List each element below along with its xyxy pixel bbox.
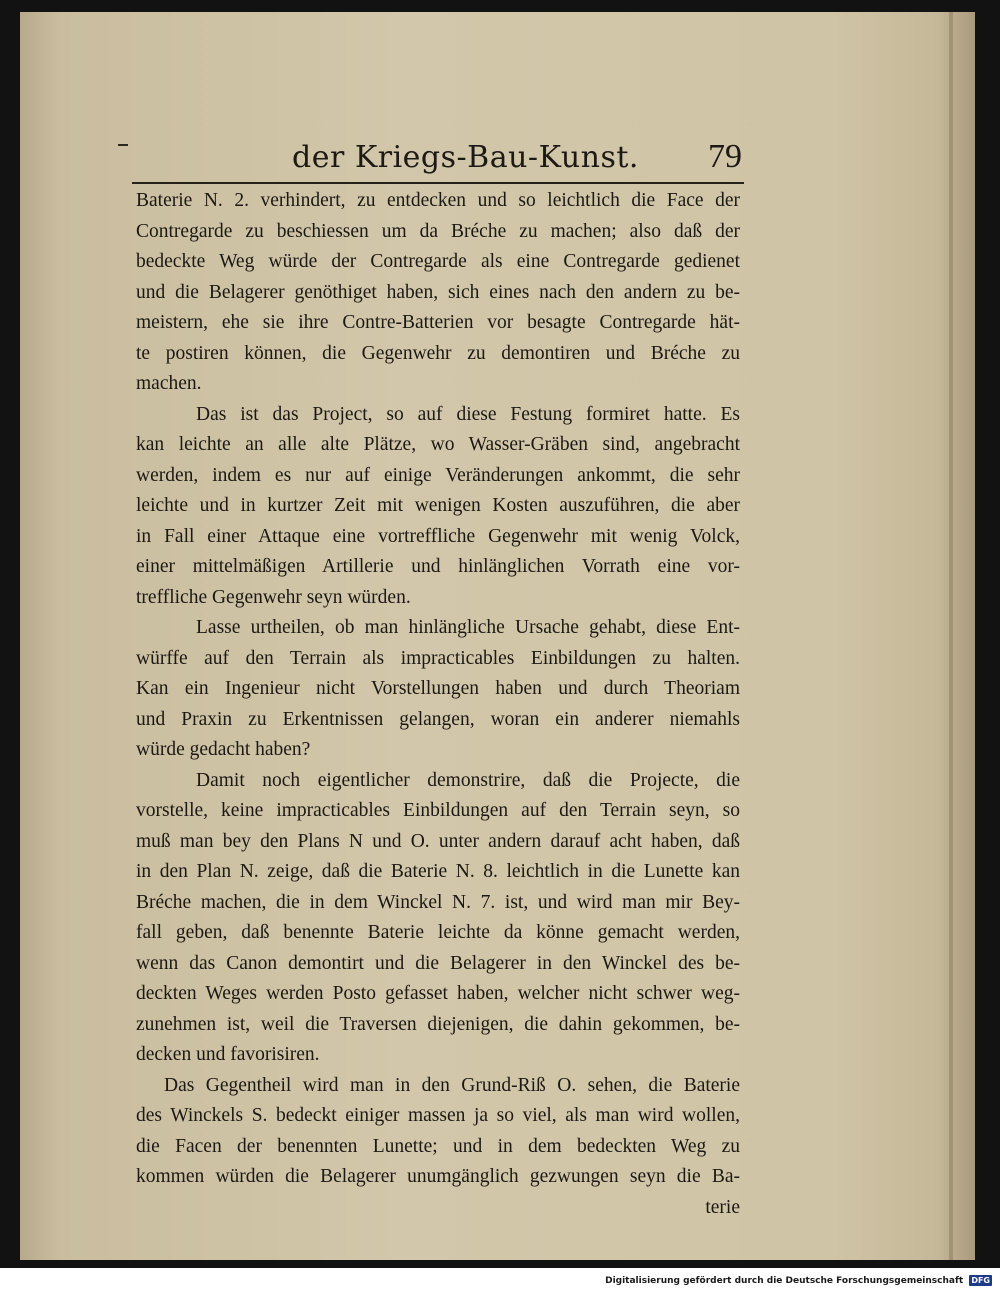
margin-mark: [118, 144, 128, 146]
text-line: treffliche Gegenwehr seyn würden.: [136, 586, 411, 608]
text-line: machen.: [136, 373, 202, 394]
page-number: 79: [708, 138, 742, 175]
paragraph: [136, 1071, 740, 1224]
text-line: vorstelle, keine impracticables Einbildungen auf den Terrain seyn, so: [136, 800, 740, 821]
text-line: wenn das Canon demontirt und die Belagerer in den Winckel des be-: [136, 952, 740, 974]
text-line: Contregarde zu beschiessen um da Bréche zu machen; also daß der: [136, 220, 740, 242]
text-line: würde gedacht haben?: [136, 739, 311, 760]
text-line: Lasse urtheilen, ob man hinlängliche Ursache gehabt, diese Ent-: [196, 617, 740, 638]
paragraph: [136, 400, 740, 614]
text-line: des Winckels S. bedeckt einiger massen ja so viel, als man wird wollen,: [136, 1105, 740, 1126]
text-line: te postiren können, die Gegenwehr zu demontiren und Bréche zu: [136, 342, 740, 364]
body-text: [136, 186, 740, 1223]
text-line: und Praxin zu Erkentnissen gelangen, woran ein anderer niemahls: [136, 708, 740, 730]
text-line: werden, indem es nur auf einige Veränderungen ankommt, die sehr: [136, 464, 740, 486]
text-line: kan leichte an alle alte Plätze, wo Wasser-Gräben sind, angebracht: [136, 434, 740, 455]
page-header: [132, 128, 744, 184]
header-rule: [132, 182, 744, 184]
text-line: muß man bey den Plans N und O. unter andern darauf acht haben, daß: [136, 830, 740, 852]
paragraph: [136, 186, 740, 400]
catchword: terie: [705, 1196, 740, 1218]
running-head: der Kriegs-Bau-Kunst.: [292, 140, 639, 175]
text-line: Das ist das Project, so auf diese Festung formiret hatte. Es: [196, 403, 740, 425]
text-line: Damit noch eigentlicher demonstrire, daß die Projecte, die: [196, 769, 740, 791]
text-line: einer mittelmäßigen Artillerie und hinlänglichen Vorrath eine vor-: [136, 556, 740, 577]
page-edge-shadow: [949, 12, 953, 1260]
digitization-credit: [605, 1275, 992, 1286]
text-line: meistern, ehe sie ihre Contre-Batterien vor besagte Contregarde hät-: [136, 312, 740, 333]
text-line: die Facen der benennten Lunette; und in dem bedeckten Weg zu: [136, 1135, 740, 1157]
paragraph: [136, 613, 740, 766]
text-line: in Fall einer Attaque eine vortreffliche Gegenwehr mit wenig Volck,: [136, 525, 740, 547]
text-line: Kan ein Ingenieur nicht Vorstellungen haben und durch Theoriam: [136, 678, 740, 699]
paragraph: [136, 766, 740, 1071]
text-line: leichte und in kurtzer Zeit mit wenigen Kosten auszuführen, die aber: [136, 495, 740, 516]
text-line: deckten Weges werden Posto gefasset haben, welcher nicht schwer weg-: [136, 983, 740, 1004]
text-line: würffe auf den Terrain als impracticables Einbildungen zu halten.: [136, 647, 740, 669]
text-line: Das Gegentheil wird man in den Grund-Riß O. sehen, die Baterie: [164, 1074, 740, 1096]
text-line: zunehmen ist, weil die Traversen diejenigen, die dahin gekommen, be-: [136, 1013, 740, 1035]
text-line: Baterie N. 2. verhindert, zu entdecken und so leichtlich die Face der: [136, 190, 740, 211]
credit-text: Digitalisierung gefördert durch die Deutsche Forschungsgemeinschaft: [605, 1276, 964, 1286]
text-line: kommen würden die Belagerer unumgänglich gezwungen seyn die Ba-: [136, 1166, 740, 1187]
dfg-logo: DFG: [971, 1276, 990, 1285]
text-line: decken und favorisiren.: [136, 1044, 320, 1065]
text-line: in den Plan N. zeige, daß die Baterie N. 8. leichtlich in die Lunette kan: [136, 861, 740, 882]
text-line: fall geben, daß benennte Baterie leichte da könne gemacht werden,: [136, 922, 740, 943]
text-line: und die Belagerer genöthiget haben, sich eines nach den andern zu be-: [136, 281, 740, 303]
text-line: bedeckte Weg würde der Contregarde als eine Contregarde gedienet: [136, 251, 740, 272]
text-line: Bréche machen, die in dem Winckel N. 7. ist, und wird man mir Bey-: [136, 891, 740, 913]
